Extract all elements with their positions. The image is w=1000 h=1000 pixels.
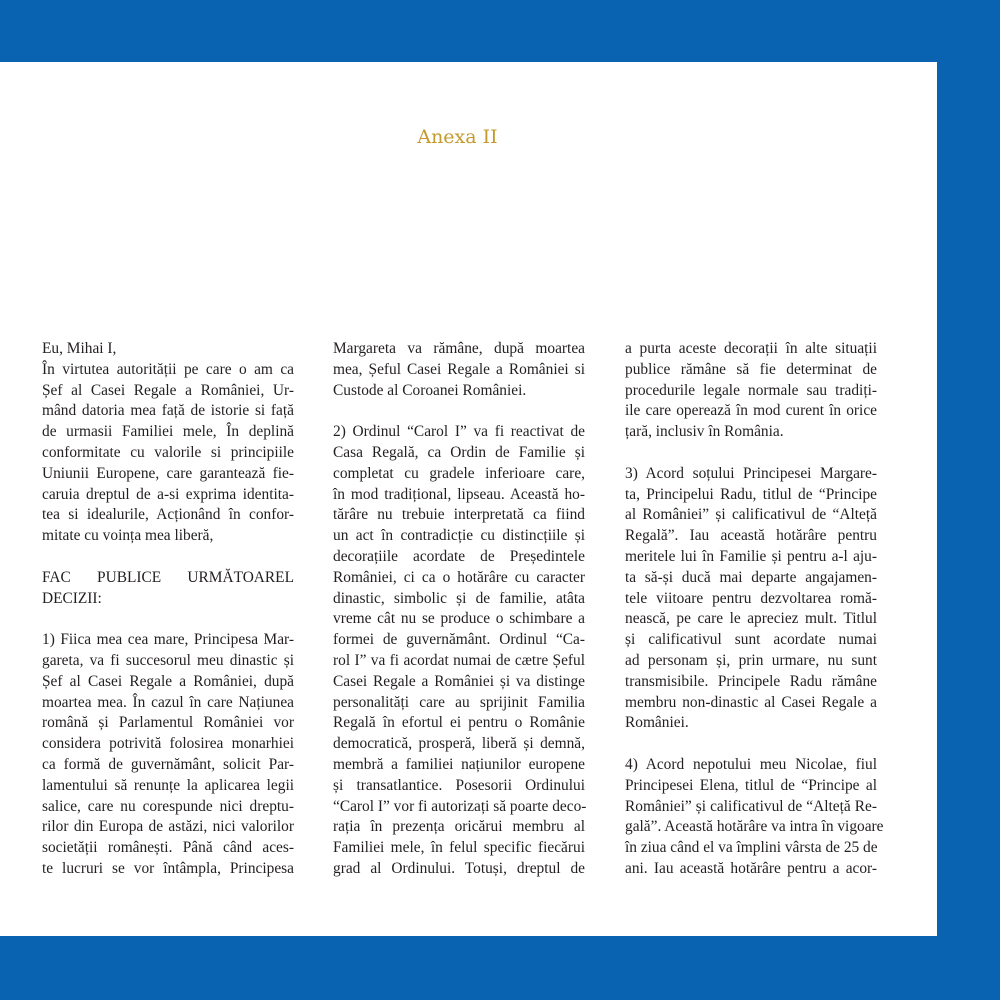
text-line: României, ci ca o hotărâre cu caracter (333, 568, 585, 586)
text-line: publice rămâne să fie determinat de (625, 360, 877, 378)
text-line: caruia dreptul de a-si exprima identita- (42, 485, 294, 503)
text-line: ta să-și ducă mai departe angajamen- (625, 568, 877, 586)
text-line: română și Parlamentul României vor (42, 714, 294, 732)
text-line: României. (625, 714, 689, 732)
text-line: 1) Fiica mea cea mare, Principesa Mar- (42, 631, 294, 649)
text-line: și calificativul sunt acordate numai (625, 631, 877, 649)
text-line: FAC PUBLICE URMĂTOAREL (42, 568, 294, 586)
paragraph-gap (42, 547, 294, 568)
text-line: tele viitoare pentru dezvoltarea romă- (625, 589, 877, 607)
text-column-2 (333, 339, 585, 880)
text-line: ile care operează în mod curent în orice (625, 402, 877, 420)
text-line: DECIZII: (42, 589, 102, 607)
text-column-3 (625, 339, 884, 880)
text-line: te lucruri se vor întâmpla, Principesa (42, 859, 294, 877)
text-line: rilor din Europa de astăzi, nici valorilor (42, 818, 294, 836)
text-line: Uniunii Europene, care garantează fie- (42, 464, 294, 482)
paragraph-gap (42, 609, 294, 630)
text-line: În virtutea autorității pe care o am ca (42, 360, 294, 378)
text-line: Șef al Casei Regale a României, după (42, 672, 294, 690)
text-line: Margareta va rămâne, după moartea (333, 340, 585, 357)
text-column-1 (42, 339, 294, 880)
text-line: mitate cu voința mea liberă, (42, 527, 214, 545)
text-line: “Carol I” vor fi autorizați să poarte deco- (333, 797, 587, 815)
text-line: tea si idealurile, Acționând în confor- (42, 506, 294, 524)
text-line: României” și calificativul de “Alteță Re- (625, 797, 877, 815)
text-line: formei de guvernământ. Ordinul “Ca- (333, 631, 585, 649)
document-page (0, 62, 937, 936)
text-line: meritele lui în Familie și pentru a-l aju- (625, 547, 877, 565)
text-line: țară, inclusiv în România. (625, 423, 784, 441)
text-line: Custode al Coroanei României. (333, 381, 527, 399)
text-line: un act în contradicție cu distincțiile și (333, 527, 585, 545)
text-line: grad al Ordinului. Totuși, dreptul de (333, 859, 585, 877)
text-line: tărâre nu trebuie interpretată ca fiind (333, 506, 585, 524)
paragraph-gap (625, 443, 877, 464)
text-line: a purta aceste decorații în alte situații (625, 340, 877, 357)
text-line: decorațiile acordate de Președintele (333, 547, 585, 565)
text-line: de urmasii Familiei mele, În deplină (42, 423, 294, 441)
text-line: 4) Acord nepotului meu Nicolae, fiul (625, 755, 877, 773)
text-line: Principesei Elena, titlul de “Principe al (625, 776, 877, 794)
text-line: rol I” va fi acordat numai de cætre Șeful (333, 651, 585, 669)
text-line: democratică, prosperă, liberă și demnă, (333, 735, 585, 753)
text-line: personalități care au sprijinit Familia (333, 693, 585, 711)
text-line: vreme cât nu se produce o schimbare a (333, 610, 585, 628)
text-line: Eu, Mihai I, (42, 340, 117, 357)
text-line: al României” și calificativul de “Alteță (625, 506, 877, 524)
text-line: societății românești. Până când aces- (42, 839, 294, 857)
text-line: mea, Șeful Casei Regale a României si (333, 360, 585, 378)
text-line: transmisibile. Principele Radu rămâne (625, 672, 877, 690)
text-line: și transatlantice. Posesorii Ordinului (333, 776, 585, 794)
text-line: gareta, va fi succesorul meu dinastic și (42, 651, 294, 669)
text-line: nească, pe care le apreciez mult. Titlul (625, 610, 877, 628)
text-line: în ziua când el va împlini vârsta de 25 de (625, 839, 878, 857)
text-line: 2) Ordinul “Carol I” va fi reactivat de (333, 423, 585, 441)
paragraph-gap (333, 401, 585, 422)
text-line: completat cu gradele inferioare care, (333, 464, 585, 482)
paragraph-gap (625, 734, 877, 755)
text-line: ad personam și, prin urmare, nu sunt (625, 651, 877, 669)
text-line: Regală”. Iau această hotărâre pentru (625, 527, 877, 545)
text-line: gală”. Această hotărâre va intra în vigoare (625, 818, 884, 836)
text-line: rația în prezența oricărui membru al (333, 818, 585, 836)
text-line: ani. Iau această hotărâre pentru a acor- (625, 859, 877, 877)
text-line: mând datoria mea față de istorie si față (42, 402, 294, 420)
text-line: considera potrivită folosirea monarhiei (42, 735, 294, 753)
text-line: membru non-dinastic al Casei Regale a (625, 693, 877, 711)
annex-heading: Anexa II (417, 126, 498, 148)
text-line: Șef al Casei Regale a României, Ur- (42, 381, 294, 399)
text-line: Casei Regale a României și va distinge (333, 672, 585, 690)
text-line: ca formă de guvernământ, solicit Par- (42, 755, 294, 773)
text-line: salice, care nu corespunde nici dreptu- (42, 797, 294, 815)
text-line: procedurile legale normale sau tradiți- (625, 381, 877, 399)
text-line: Familiei mele, în felul specific fiecărui (333, 839, 585, 857)
text-line: moartea mea. În cazul în care Națiunea (42, 693, 294, 711)
text-line: dinastic, simbolic și de familie, atâta (333, 589, 585, 607)
text-line: membră a familiei națiunilor europene (333, 755, 585, 773)
text-line: ta, Principelui Radu, titlul de “Principe (625, 485, 877, 503)
text-line: Casa Regală, ca Ordin de Familie și (333, 443, 585, 461)
text-line: lamentului să renunțe la aplicarea legii (42, 776, 294, 794)
text-line: conformitate cu valorile si principiile (42, 443, 294, 461)
text-line: Regală în efortul ei pentru o Românie (333, 714, 585, 732)
text-line: în mod tradițional, lipseau. Această ho- (333, 485, 585, 503)
text-line: 3) Acord soțului Principesei Margare- (625, 464, 877, 482)
